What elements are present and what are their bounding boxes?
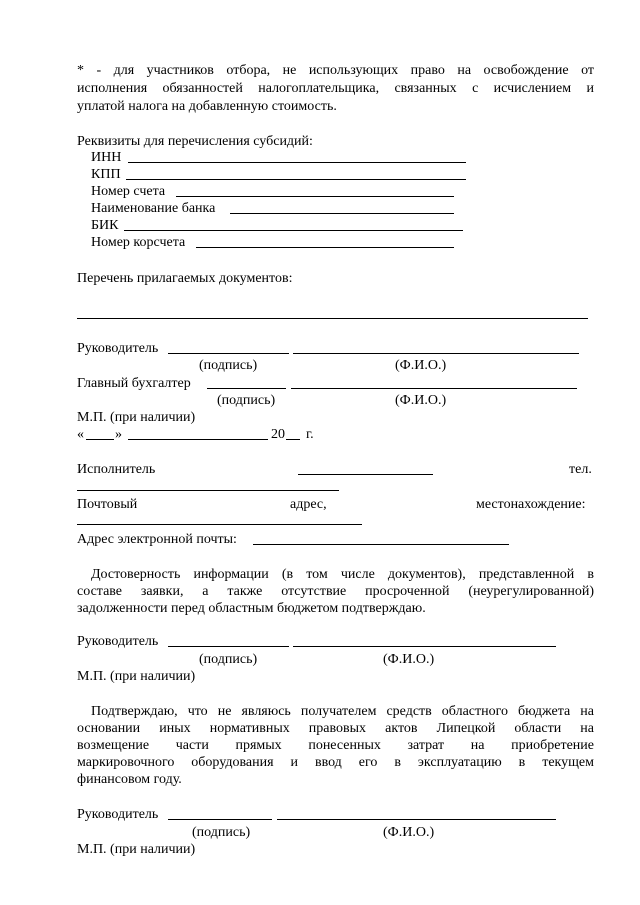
sign-caption-1b: (подпись) <box>217 393 276 408</box>
field-line-kpp[interactable] <box>126 179 466 180</box>
email-label: Адрес электронной почты: <box>77 532 237 547</box>
confirm2-line-3: возмещение части прямых понесенных затрат на приобретение <box>77 738 594 753</box>
field-line-bank[interactable] <box>230 213 454 214</box>
stamp-3: М.П. (при наличии) <box>77 842 196 857</box>
confirm1-line-3: задолженности перед областным бюджетом подтверждаю. <box>77 601 426 616</box>
head-label-1: Руководитель <box>77 341 159 356</box>
stamp-1: М.П. (при наличии) <box>77 410 196 425</box>
head-sign-line-3[interactable] <box>168 819 272 820</box>
field-label-bik: БИК <box>91 218 119 233</box>
name-caption-1a: (Ф.И.О.) <box>395 358 447 373</box>
head-label-3: Руководитель <box>77 807 159 822</box>
date-year: 20 <box>271 427 285 442</box>
head-label-2: Руководитель <box>77 634 159 649</box>
field-label-account: Номер счета <box>91 184 166 199</box>
date-year-line[interactable] <box>286 439 300 440</box>
confirm2-line-1: Подтверждаю, что не являюсь получателем средств областного бюджета на <box>91 704 594 719</box>
name-caption-3: (Ф.И.О.) <box>383 825 435 840</box>
postal-word-3: местонахождение: <box>476 497 586 512</box>
name-caption-2: (Ф.И.О.) <box>383 652 435 667</box>
date-open-quote: « <box>77 427 84 442</box>
confirm2-line-5: финансовом году. <box>77 772 182 787</box>
date-day-line[interactable] <box>86 439 114 440</box>
confirm1-line-1: Достоверность информации (в том числе документов), представленной в <box>91 567 594 582</box>
sign-caption-3: (подпись) <box>192 825 251 840</box>
postal-word-2: адрес, <box>290 497 327 512</box>
confirm2-line-2: основании иных нормативных правовых актов Липецкой области на <box>77 721 594 736</box>
date-suffix: г. <box>306 427 314 442</box>
accountant-name-line[interactable] <box>291 388 577 389</box>
phone-line[interactable] <box>77 490 339 491</box>
head-name-line-1[interactable] <box>293 353 579 354</box>
name-caption-1b: (Ф.И.О.) <box>395 393 447 408</box>
field-line-inn[interactable] <box>128 162 466 163</box>
field-line-bik[interactable] <box>124 230 463 231</box>
executor-line[interactable] <box>298 474 433 475</box>
head-name-line-3[interactable] <box>277 819 556 820</box>
documents-line[interactable] <box>77 318 588 319</box>
postal-address-line[interactable] <box>77 524 362 525</box>
date-month-line[interactable] <box>128 439 268 440</box>
sign-caption-2: (подпись) <box>199 652 258 667</box>
head-sign-line-1[interactable] <box>168 353 289 354</box>
footnote-line-3: уплатой налога на добавленную стоимость. <box>77 99 337 114</box>
field-line-corr-account[interactable] <box>196 247 454 248</box>
head-sign-line-2[interactable] <box>168 646 289 647</box>
field-label-kpp: КПП <box>91 167 121 182</box>
field-label-inn: ИНН <box>91 150 122 165</box>
footnote-line-1: * - для участников отбора, не использующих право на освобождение от <box>77 63 594 78</box>
documents-heading: Перечень прилагаемых документов: <box>77 271 293 286</box>
field-label-bank: Наименование банка <box>91 201 216 216</box>
confirm2-line-4: маркировочного оборудования и ввод его в эксплуатацию в текущем <box>77 755 594 770</box>
executor-label: Исполнитель <box>77 462 156 477</box>
head-name-line-2[interactable] <box>293 646 556 647</box>
accountant-label: Главный бухгалтер <box>77 376 191 391</box>
phone-label: тел. <box>569 462 592 477</box>
sign-caption-1a: (подпись) <box>199 358 258 373</box>
date-close-quote: » <box>115 427 122 442</box>
postal-word-1: Почтовый <box>77 497 138 512</box>
requisites-heading: Реквизиты для перечисления субсидий: <box>77 134 313 149</box>
email-line[interactable] <box>253 544 509 545</box>
confirm1-line-2: составе заявки, а также отсутствие просроченной (неурегулированной) <box>77 584 594 599</box>
footnote-line-2: исполнения обязанностей налогоплательщика, связанных с исчислением и <box>77 81 594 96</box>
field-line-account[interactable] <box>176 196 454 197</box>
field-label-corr-account: Номер корсчета <box>91 235 186 250</box>
stamp-2: М.П. (при наличии) <box>77 669 196 684</box>
accountant-sign-line[interactable] <box>207 388 286 389</box>
